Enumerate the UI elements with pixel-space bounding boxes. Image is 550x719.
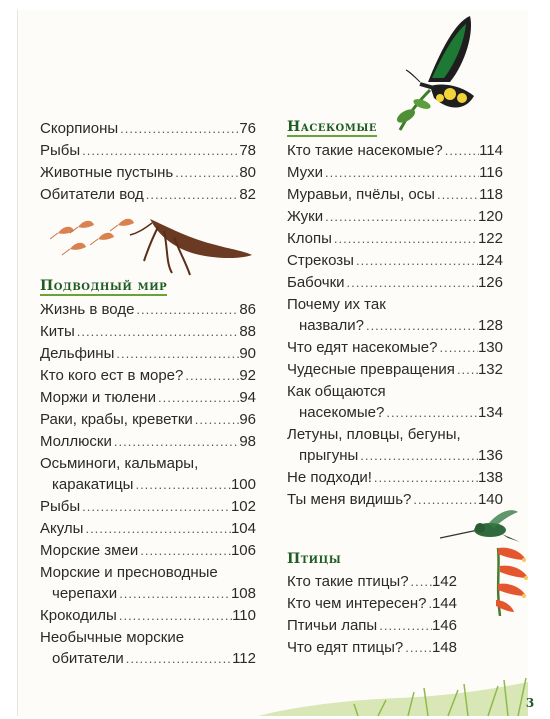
grass-illustration [258,670,528,716]
entry-turtles[interactable] [40,562,256,604]
section-title-birds: Птицы [287,551,342,567]
entry-label: Жуки [287,208,324,225]
entry-page-number: 76 [239,120,256,137]
entry-page-number: 136 [477,447,503,464]
entry-page-number: 100 [230,476,256,493]
leader-dots [83,518,231,539]
leader-dots [377,615,432,636]
entry-label: Акулы [40,520,84,537]
leader-dots [124,648,232,669]
entry-octopuses[interactable] [40,453,256,495]
entry-page-number: 98 [239,433,256,450]
entry-page-number: 120 [477,208,503,225]
leader-dots [332,228,478,249]
leader-dots [409,571,432,592]
entry-label-line1: Морские и пресноводные [40,564,218,581]
leader-dots [372,467,478,488]
entry-label-line1: Осьминоги, кальмары, [40,455,199,472]
leader-dots [354,250,478,271]
entry-flies[interactable] [287,162,503,183]
entry-page-number: 144 [431,595,457,612]
entry-what-are-insects[interactable] [287,140,503,161]
entry-dragonflies[interactable] [287,250,503,271]
entry-page-number: 132 [477,361,503,378]
entry-label: Раки, крабы, креветки [40,411,193,428]
entry-page-number: 78 [239,142,256,159]
entry-label-line2: назвали? [299,317,364,334]
entry-label: Кто кого ест в море? [40,367,184,384]
entry-label: Моржи и тюлени [40,389,157,406]
entry-label: Животные пустынь [40,164,174,181]
leader-dots [364,315,478,336]
entry-label: Скорпионы [40,120,119,137]
book-page [18,10,535,716]
leader-dots [133,474,231,495]
page-number: 3 [525,696,535,710]
entry-water-dwellers[interactable] [40,184,256,205]
entry-label-line1: Как общаются [287,383,386,400]
entry-flyers-swimmers[interactable] [287,424,503,466]
entry-life-in-water[interactable] [40,299,256,320]
entry-label: Бабочки [287,274,345,291]
left-column [40,118,256,670]
entry-ants-bees-wasps[interactable] [287,184,503,205]
entry-label-line2: насекомые? [299,404,385,421]
entry-label-line1: Летуны, пловцы, бегуны, [287,426,461,443]
entry-page-number: 126 [477,274,503,291]
entry-page-number: 82 [239,186,256,203]
leader-dots [75,321,240,342]
entry-label: Морские змеи [40,542,139,559]
entry-page-number: 108 [230,585,256,602]
entry-page-number: 110 [232,607,256,624]
entry-label: Кто такие птицы? [287,573,409,590]
entry-page-number: 128 [477,317,503,334]
entry-beetles[interactable] [287,206,503,227]
entry-sharks[interactable] [40,518,256,539]
entry-do-you-see-me[interactable] [287,489,503,510]
entry-what-are-birds[interactable] [287,571,457,592]
entry-page-number: 138 [477,469,503,486]
entry-page-number: 124 [477,252,503,269]
entry-page-number: 92 [239,367,256,384]
entry-bird-feet[interactable] [287,615,457,636]
entry-label: Киты [40,323,75,340]
entry-dont-approach[interactable] [287,467,503,488]
leader-dots [173,162,239,183]
leader-dots [323,162,479,183]
entry-mollusks[interactable] [40,431,256,452]
entry-label: Стрекозы [287,252,354,269]
entry-unusual-sea-dwellers[interactable] [40,627,256,669]
leader-dots [156,387,239,408]
leader-dots [112,431,239,452]
entry-sea-snakes[interactable] [40,540,256,561]
entry-bugs[interactable] [287,228,503,249]
leader-dots [80,140,239,161]
entry-page-number: 96 [239,411,256,428]
entry-label: Обитатели вод [40,186,144,203]
leader-dots [183,365,239,386]
section-title-insects: Насекомые [287,119,377,135]
butterfly-illustration [370,12,480,132]
entry-crocodiles[interactable] [40,605,256,626]
entry-label: Что едят птицы? [287,639,404,656]
entry-fish[interactable] [40,140,256,161]
entry-label: Рыбы [40,498,81,515]
entry-what-birds-eat[interactable] [287,637,457,658]
entry-label-line2: обитатели [52,650,124,667]
leader-dots [384,402,478,423]
entry-fish-2[interactable] [40,496,256,517]
entry-label: Кто такие насекомые? [287,142,443,159]
entry-page-number: 130 [477,339,503,356]
entry-page-number: 86 [239,301,256,318]
leader-dots [138,540,231,561]
entry-label: Птичьи лапы [287,617,378,634]
entry-metamorphosis[interactable] [287,359,503,380]
entry-label: Дельфины [40,345,115,362]
entry-what-insects-eat[interactable] [287,337,503,358]
leader-dots [358,445,478,466]
entry-label: Муравьи, пчёлы, осы [287,186,435,203]
entry-label-line2: черепахи [52,585,118,602]
leader-dots [118,118,239,139]
entry-who-is-interesting[interactable] [287,593,457,614]
entry-label: Не подходи! [287,469,372,486]
leader-dots [435,184,479,205]
leader-dots [114,343,239,364]
leader-dots [345,272,478,293]
entry-page-number: 102 [230,498,256,515]
entry-page-number: 80 [239,164,256,181]
entry-label: Мухи [287,164,324,181]
entry-label: Ты меня видишь? [287,491,412,508]
entry-page-number: 140 [477,491,503,508]
entry-label: Жизнь в воде [40,301,135,318]
entry-page-number: 148 [431,639,457,656]
leader-dots [443,140,479,161]
leader-dots [411,489,478,510]
entry-page-number: 118 [479,186,503,203]
entry-label-line2: прыгуны [299,447,359,464]
entry-label: Клопы [287,230,332,247]
entry-butterflies[interactable] [287,272,503,293]
entry-walruses-seals[interactable] [40,387,256,408]
leader-dots [403,637,432,658]
entry-page-number: 90 [239,345,256,362]
entry-insect-communication[interactable] [287,381,503,423]
entry-label: Кто чем интересен? [287,595,427,612]
entry-page-number: 146 [431,617,457,634]
entry-page-number: 106 [230,542,256,559]
leader-dots [134,299,239,320]
entry-label: Рыбы [40,142,81,159]
entry-crustaceans[interactable] [40,409,256,430]
entry-scorpions[interactable] [40,118,256,139]
entry-page-number: 142 [431,573,457,590]
entry-page-number: 112 [232,650,256,667]
entry-dolphins[interactable] [40,343,256,364]
entry-why-named[interactable] [287,294,503,336]
leader-dots [144,184,240,205]
leader-dots [437,337,478,358]
entry-desert-animals[interactable] [40,162,256,183]
shrimp-and-squid-illustration [40,209,256,277]
entry-page-number: 114 [479,142,503,159]
leader-dots [193,409,240,430]
entry-page-number: 122 [477,230,503,247]
entry-page-number: 104 [230,520,256,537]
entry-whales[interactable] [40,321,256,342]
entry-label: Что едят насекомые? [287,339,438,356]
leader-dots [455,359,478,380]
leader-dots [117,605,232,626]
entry-label: Моллюски [40,433,112,450]
entry-page-number: 94 [239,389,256,406]
entry-label: Чудесные превращения [287,361,455,378]
entry-label-line2: каракатицы [52,476,134,493]
leader-dots [323,206,478,227]
section-title-underwater: Подводный мир [40,278,168,294]
entry-who-eats-whom[interactable] [40,365,256,386]
entry-label-line1: Почему их так [287,296,386,313]
hummingbird-illustration [438,508,528,618]
entry-label-line1: Необычные морские [40,629,185,646]
entry-page-number: 134 [477,404,503,421]
entry-label: Крокодилы [40,607,117,624]
leader-dots [80,496,231,517]
entry-page-number: 88 [239,323,256,340]
entry-page-number: 116 [479,164,503,181]
leader-dots [117,583,231,604]
